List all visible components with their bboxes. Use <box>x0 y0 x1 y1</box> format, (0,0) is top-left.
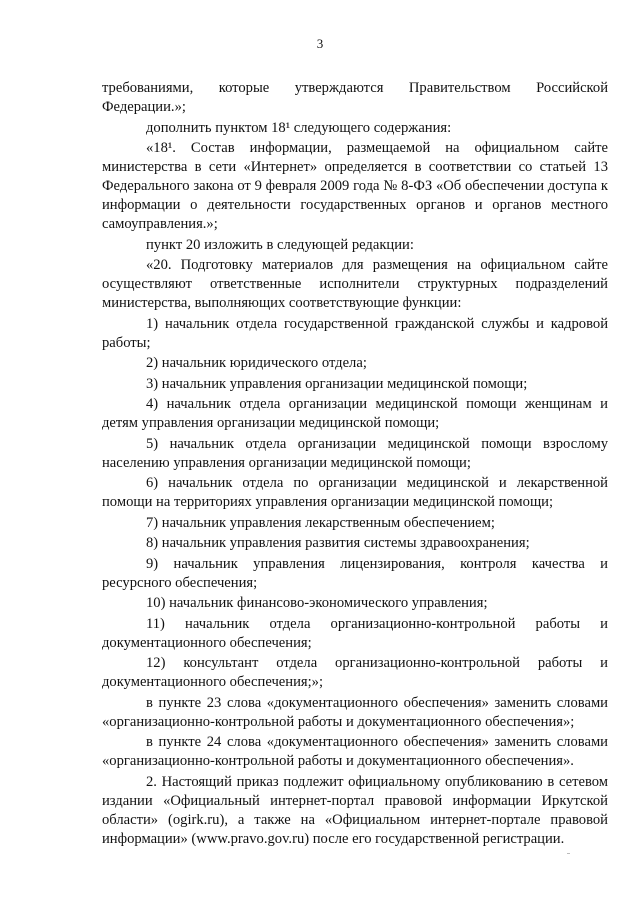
paragraph: «18¹. Состав информации, размещаемой на официальном сайте министерства в сети «Интернет» определяется в соответствии со статьей 13 Федерального закона от 9 февраля 2009 года № 8-ФЗ «Об обеспечении доступа к информации о деятельности государственных органов и органов местного самоуправления.»; <box>102 140 608 232</box>
paragraph: в пункте 24 слова «документационного обеспечения» заменить словами «организационно-контрольной работы и документационного обеспечения». <box>102 734 608 769</box>
list-item: 7) начальник управления лекарственным обеспечением; <box>146 514 495 531</box>
list-item: 11) начальник отдела организационно-контрольной работы и документационного обеспечения; <box>102 615 608 651</box>
list-item: 9) начальник управления лицензирования, контроля качества и ресурсного обеспечения; <box>102 555 608 591</box>
list-item: 8) начальник управления развития системы здравоохранения; <box>146 535 530 551</box>
list-item: 4) начальник отдела организации медицинской помощи женщинам и детям управления организации медицинской помощи; <box>102 396 608 431</box>
paragraph: пункт 20 изложить в следующей редакции: <box>146 236 414 253</box>
paragraph: в пункте 23 слова «документационного обеспечения» заменить словами «организационно-контрольной работы и документационного обеспечения»; <box>102 694 608 730</box>
list-item: 10) начальник финансово-экономического управления; <box>146 595 488 611</box>
document-body <box>102 79 608 850</box>
list-item: 1) начальник отдела государственной гражданской службы и кадровой работы; <box>102 315 608 351</box>
list-item: 2) начальник юридического отдела; <box>146 355 367 371</box>
list-item: 5) начальник отдела организации медицинской помощи взрослому населению управления организации медицинской помощи; <box>102 435 608 471</box>
scan-mark <box>567 853 570 854</box>
list-item: 12) консультант отдела организационно-контрольной работы и документационного обеспечения;»; <box>102 655 608 690</box>
paragraph: «20. Подготовку материалов для размещения на официальном сайте осуществляют ответственные исполнители структурных подразделений министерства, выполняющих соответствующие функции: <box>102 257 608 311</box>
paragraph: требованиями, которые утверждаются Правительством Российской Федерации.»; <box>102 80 608 115</box>
page-number: 3 <box>316 36 324 51</box>
paragraph: дополнить пунктом 18¹ следующего содержания: <box>146 119 452 136</box>
list-item: 6) начальник отдела по организации медицинской и лекарственной помощи на территориях управления организации медицинской помощи; <box>102 475 608 510</box>
list-item: 3) начальник управления организации медицинской помощи; <box>146 375 528 392</box>
paragraph: 2. Настоящий приказ подлежит официальному опубликованию в сетевом издании «Официальный интернет-портал правовой информации Иркутской области» (ogirk.ru), а также на «Официальном интернет-портале правовой информации» (www.pravo.gov.ru) после его государственной регистрации. <box>102 773 608 847</box>
